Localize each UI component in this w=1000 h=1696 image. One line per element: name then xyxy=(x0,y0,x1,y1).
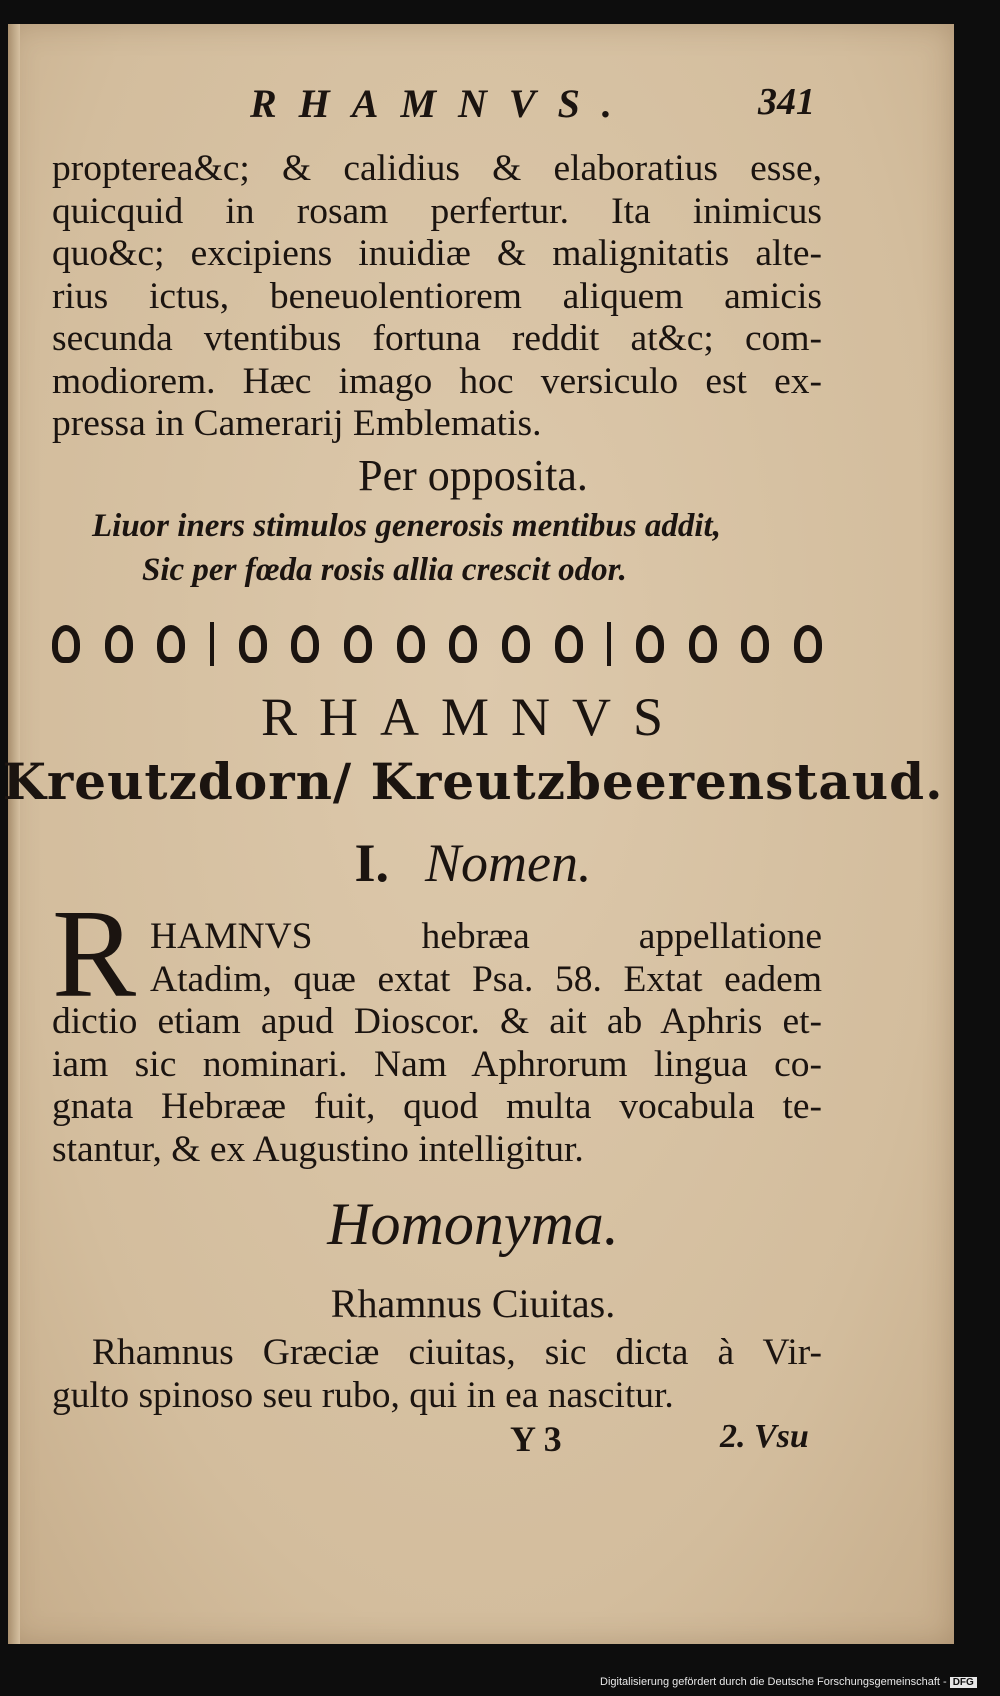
section-number: I. xyxy=(354,833,390,893)
digitization-credit xyxy=(600,1676,977,1688)
ornament-bar xyxy=(210,622,214,666)
ornament-divider xyxy=(52,618,822,670)
section-heading xyxy=(0,832,946,894)
catchword: 2. Vsu xyxy=(720,1418,809,1455)
credit-text: Digitalisierung gefördert durch die Deutsche Forschungsgemeinschaft - xyxy=(600,1676,947,1688)
text-line: iam sic nominari. Nam Aphrorum lingua co- xyxy=(52,1043,822,1085)
text-line: stantur, & ex Augustino intelligitur. xyxy=(52,1128,584,1170)
text-line: HAMNVS hebræa appellatione xyxy=(150,916,822,957)
text-line: dictio etiam apud Dioscor. & ait ab Aphris et- xyxy=(52,1001,822,1042)
homonyma-heading: Homonyma. xyxy=(327,1191,619,1257)
page-number: 341 xyxy=(758,81,815,123)
dfg-logo: DFG xyxy=(950,1677,977,1688)
paragraph-2-indented xyxy=(150,916,822,1001)
ornament-piece xyxy=(689,625,717,663)
ornament-piece xyxy=(449,625,477,663)
section-title: Nomen. xyxy=(425,833,592,893)
text-line: rius ictus, beneuolentiorem aliquem amicis xyxy=(52,275,822,317)
ornament-piece xyxy=(502,625,530,663)
text-line: quicquid in rosam perfertur. Ita inimicus xyxy=(52,190,822,232)
ornament-piece xyxy=(157,625,185,663)
plant-german-name: Kreutzdorn/ Kreutzbeerenstaud. xyxy=(2,752,944,811)
text-line: modiorem. Hæc imago hoc versiculo est ex- xyxy=(52,360,822,402)
text-line: gulto spinoso seu rubo, qui in ea nascitur. xyxy=(52,1374,674,1416)
ornament-piece xyxy=(52,625,80,663)
text-line: Rhamnus Græciæ ciuitas, sic dicta à Vir- xyxy=(92,1332,822,1373)
ornament-piece xyxy=(105,625,133,663)
paragraph-1 xyxy=(52,148,822,446)
plant-title: RHAMNVS xyxy=(260,687,686,747)
ornament-piece xyxy=(794,625,822,663)
ornament-piece xyxy=(555,625,583,663)
text-line: quo&c; excipiens inuidiæ & malignitatis alte- xyxy=(52,233,822,274)
running-head: RHAMNVS. xyxy=(250,81,634,126)
text-line: propterea&c; & calidius & elaboratius esse, xyxy=(52,148,822,189)
ornament-piece xyxy=(239,625,267,663)
ornament-piece xyxy=(291,625,319,663)
text-line: pressa in Camerarij Emblematis. xyxy=(52,403,542,444)
emblem-subheading: Per opposita. xyxy=(358,451,588,500)
subsection-title: Rhamnus Ciuitas. xyxy=(330,1281,616,1326)
paragraph-3 xyxy=(52,1332,822,1417)
paragraph-2 xyxy=(52,1001,822,1171)
ornament-piece xyxy=(741,625,769,663)
ornament-piece xyxy=(344,625,372,663)
drop-cap: R xyxy=(52,885,137,1024)
text-line: gnata Hebrææ fuit, quod multa vocabula te- xyxy=(52,1086,822,1127)
ornament-piece xyxy=(397,625,425,663)
text-line: secunda vtentibus fortuna reddit at&c; com- xyxy=(52,318,822,359)
emblem-verse-2: Sic per fœda rosis allia crescit odor. xyxy=(142,552,627,588)
ornament-piece xyxy=(636,625,664,663)
ornament-bar xyxy=(607,622,611,666)
emblem-verse-1: Liuor iners stimulos generosis mentibus addit, xyxy=(92,508,721,544)
text-line: Atadim, quæ extat Psa. 58. Extat eadem xyxy=(150,958,822,1000)
signature-mark: Y 3 xyxy=(510,1419,562,1459)
